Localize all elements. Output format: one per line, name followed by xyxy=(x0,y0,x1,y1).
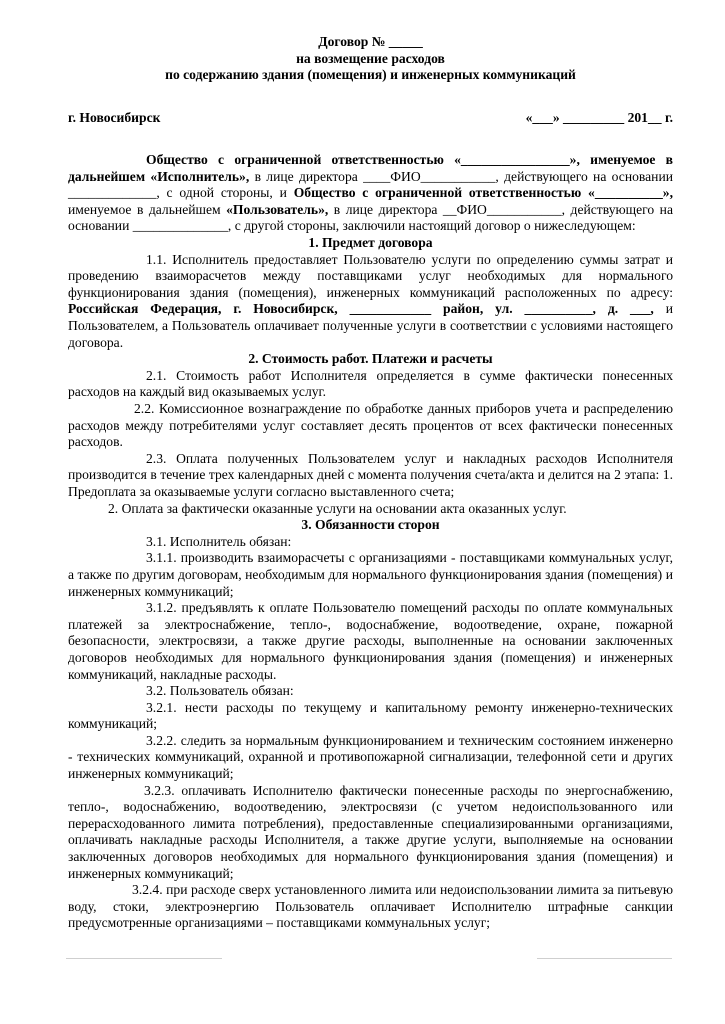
clause-3-2-4: 3.2.4. при расходе сверх установленного лимита или недоиспользовании лимита за питьевую воду, стоки, электроэнергию Пользователь оплачивает Исполнителю штрафные санкции предусмотренные организациями – поставщиками коммунальных услуг; xyxy=(68,882,673,931)
section-1-heading: 1. Предмет договора xyxy=(308,235,433,251)
footer-signature-line-left xyxy=(66,958,222,959)
clause-2-2: 2.2. Комиссионное вознаграждение по обработке данных приборов учета и распределению расходов между потребителями услуг составляет десять процентов от всех фактически понесенных расходов. xyxy=(68,401,673,450)
intro-text-1: Общество с ограниченной ответственностью «________________», именуемое в дальнейшем xyxy=(68,152,673,184)
user-label: «Пользователь», xyxy=(226,201,329,217)
clause-2-1: 2.1. Стоимость работ Исполнителя определяется в сумме фактически понесенных расходов на каждый вид оказываемых услуг. xyxy=(68,367,673,400)
clause-1-1-text-end: и Пользователем, а Пользователь оплачивает полученные услуги в соответствии с условиями настоящего договора. xyxy=(68,301,673,350)
clause-3-2-2: 3.2.2. следить за нормальным функционированием и техническим состоянием инженерно - технических коммуникаций, охранной и противопожарной сигнализации, телефонной сети и других инженерных коммуникаций; xyxy=(68,732,673,782)
clause-2-3: 2.3. Оплата полученных Пользователем услуг и накладных расходов Исполнителя производится в течение трех календарных дней с момента получения счета/акта и делится на 2 этапа: 1. Предоплата за оказываемые услуги согласно выставленного счета; xyxy=(68,450,673,499)
clause-3-2-3: 3.2.3. оплачивать Исполнителю фактически понесенные расходы по энергоснабжению, тепло-, водоснабжению, водоотведению, электросвязи (с учетом недоиспользованного или перерасходованного лимита потребления), предоставленные специализированными организациями, оплачивать накладные расходы Исполнителя, а также другие услуги, выполняемые на основании заключенных договоров необходимых для нормального функционирования здания (помещения) и инженерных коммуникаций; xyxy=(68,782,673,881)
document-title xyxy=(68,34,673,84)
section-2-heading: 2. Стоимость работ. Платежи и расчеты xyxy=(248,351,493,367)
intro-text-2: в лице директора ____ФИО___________, действующего на основании _____________, с одной стороны, и xyxy=(68,168,674,201)
clause-3-1: 3.1. Исполнитель обязан: xyxy=(146,533,292,549)
place-date-line xyxy=(68,110,673,127)
title-line-2: на возмещение расходов xyxy=(296,50,445,66)
clause-3-2-1: 3.2.1. нести расходы по текущему и капитальному ремонту инженерно-технических коммуникаций; xyxy=(68,699,673,732)
clause-1-1-address: Российская Федерация, г. Новосибирск, ____________ район, ул. __________, д. ___, xyxy=(68,301,654,317)
clause-2-3-stage-2: 2. Оплата за фактически оказанные услуги на основании акта оказанных услуг. xyxy=(108,500,567,516)
clause-1-1-text: 1.1. Исполнитель предоставляет Пользователю услуги по определению суммы затрат и проведению взаиморасчетов между поставщиками услуг необходимых для нормального функционирования здания (помещения), инженерных коммуникаций расположенных по адресу: xyxy=(68,251,673,300)
user-company: Общество с ограниченной ответственностью «__________», xyxy=(293,185,674,201)
contract-date: «___» _________ 201__ г. xyxy=(525,109,673,125)
clause-3-2: 3.2. Пользователь обязан: xyxy=(146,683,294,699)
title-line-1: Договор № _____ xyxy=(318,34,423,49)
intro-text-3: именуемое в дальнейшем xyxy=(68,201,227,217)
executor-label: «Исполнитель», xyxy=(150,168,250,184)
clause-1-1 xyxy=(68,252,673,352)
section-3-heading: 3. Обязанности сторон xyxy=(301,517,440,533)
footer-signature-line-right xyxy=(537,958,672,959)
clause-3-1-1: 3.1.1. производить взаиморасчеты с организациями - поставщиками коммунальных услуг, а также по другим договорам, необходимым для нормального функционирования здания (помещения) и инженерных коммуникаций; xyxy=(68,550,673,599)
clause-3-1-2: 3.1.2. предъявлять к оплате Пользователю помещений расходы по оплате коммунальных платежей за электроснабжение, тепло-, водоснабжение, водоотведение, охране, пожарной безопасности, электросвязи, а также другие расходы, выполненные на основании заключенных договоров необходимых для нормального функционирования здания (помещения) и инженерных коммуникаций, накладные расходы. xyxy=(68,600,673,682)
intro-paragraph xyxy=(68,152,673,235)
title-line-3: по содержанию здания (помещения) и инженерных коммуникаций xyxy=(165,67,576,82)
place: г. Новосибирск xyxy=(68,109,161,125)
intro-text-4: в лице директора __ФИО___________, действующего на основании ______________, с другой стороны, заключили настоящий договор о нижеследующем: xyxy=(68,201,673,234)
document-page xyxy=(68,34,673,932)
